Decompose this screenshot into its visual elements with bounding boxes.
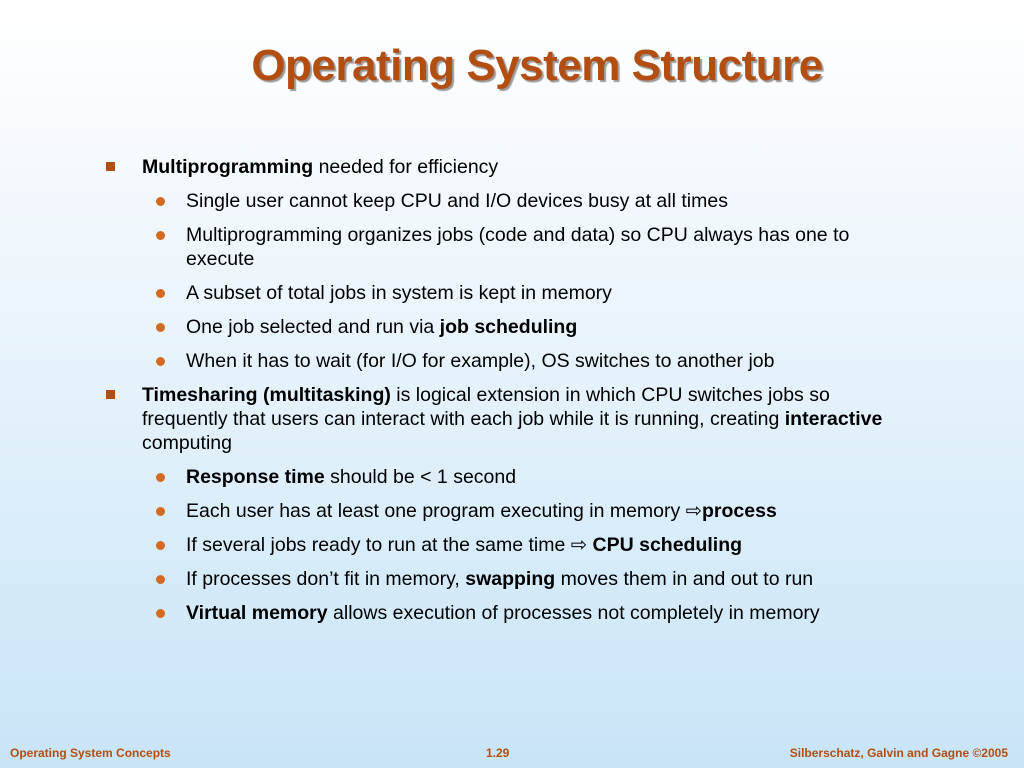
footer-course-name: Operating System Concepts [10,746,171,760]
bullet-bold: Timesharing (multitasking) [142,384,391,406]
square-bullet-icon [106,390,115,399]
sub-bullet-bold: process [702,500,777,522]
arrow-right-icon: ⇨ [685,500,703,522]
sub-bullet [104,533,881,557]
sub-bullet-text: Each user has at least one program executing in memory [186,500,686,522]
sub-bullet-bold: swapping [465,568,556,590]
sub-bullet-text-2: moves them in and out to run [555,568,814,590]
square-bullet-icon [106,162,115,171]
slide-content [104,155,934,635]
round-bullet-icon [156,289,165,298]
sub-bullet [104,223,881,271]
sub-bullet [104,465,881,489]
bullet-text: is logical extension in which CPU switches jobs so frequently that users can interact with each job while it is running, creating [142,384,830,430]
round-bullet-icon [156,473,165,482]
sub-bullet-text: If several jobs ready to run at the same time [186,534,571,556]
sub-bullet [104,567,881,591]
sub-bullet-text: When it has to wait (for I/O for example), OS switches to another job [186,350,775,372]
sub-bullet [104,601,881,625]
sub-bullet [104,189,881,213]
round-bullet-icon [156,231,165,240]
slide-title: Operating System Structure [251,41,823,90]
footer-page-number: 1.29 [486,746,510,760]
round-bullet-icon [156,541,165,550]
bullet-bold: Multiprogramming [142,156,314,178]
sub-bullet-text: allows execution of processes not completely in memory [327,602,820,624]
round-bullet-icon [156,575,165,584]
round-bullet-icon [156,507,165,516]
sub-bullet-bold: job scheduling [439,316,578,338]
footer-copyright: Silberschatz, Galvin and Gagne ©2005 [789,746,1008,760]
bullet-timesharing [104,383,917,455]
round-bullet-icon [156,357,165,366]
arrow-right-icon: ⇨ [570,534,588,556]
sub-bullet-text: One job selected and run via [186,316,440,338]
sub-bullet [104,499,881,523]
sub-bullet-text: Multiprogramming organizes jobs (code and data) so CPU always has one to execute [186,224,850,270]
sub-bullet-bold: Response time [186,466,325,488]
round-bullet-icon [156,323,165,332]
sub-bullet [104,315,881,339]
sub-bullet-text: A subset of total jobs in system is kept in memory [186,282,612,304]
round-bullet-icon [156,609,165,618]
sub-bullet [104,349,881,373]
sub-bullet-text: If processes don’t fit in memory, [186,568,466,590]
sub-bullet-text: Single user cannot keep CPU and I/O devices busy at all times [186,190,728,212]
round-bullet-icon [156,197,165,206]
sub-bullet [104,281,881,305]
sub-bullet-bold: Virtual memory [186,602,328,624]
bullet-multiprogramming [104,155,917,179]
bullet-text: needed for efficiency [313,156,499,178]
sub-bullet-bold: CPU scheduling [587,534,743,556]
bullet-bold-2: interactive [784,408,883,430]
bullet-text-2: computing [142,432,232,454]
sub-bullet-text: should be < 1 second [324,466,517,488]
